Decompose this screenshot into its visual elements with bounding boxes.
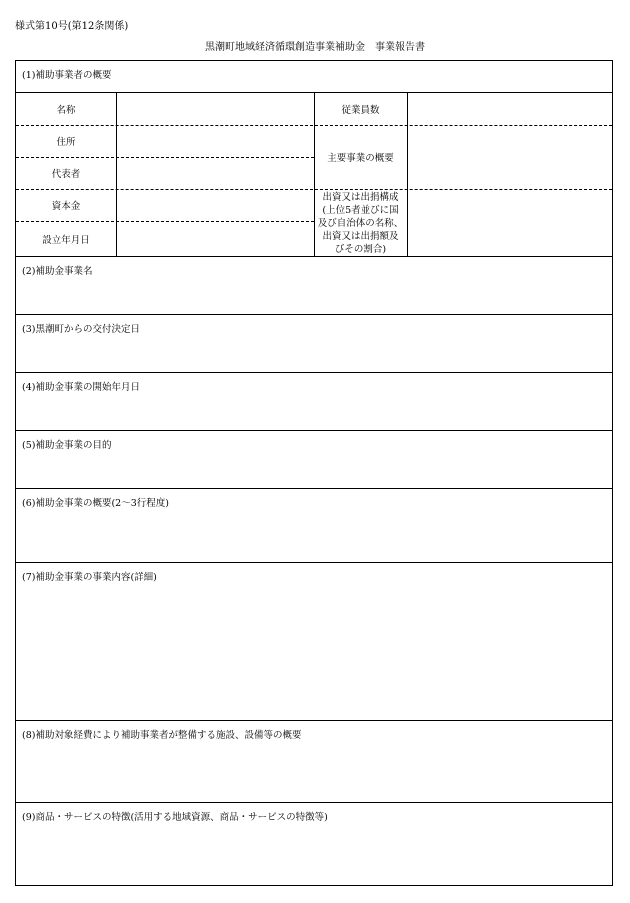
capital-label: 資本金 [51, 201, 81, 212]
section-purpose[interactable] [16, 431, 612, 489]
investment-label-line: 出資又は出捐構成 [322, 191, 399, 203]
overview-grid [16, 92, 612, 256]
name-value[interactable] [116, 93, 314, 125]
section-label: (7)補助金事業の事業内容(詳細) [22, 572, 157, 583]
section-applicant-overview [16, 61, 612, 257]
report-form [15, 60, 613, 886]
section-label: (3)黒潮町からの交付決定日 [22, 324, 140, 335]
name-label: 名称 [56, 105, 76, 116]
section-label: (8)補助対象経費により補助事業者が整備する施設、設備等の概要 [22, 730, 302, 741]
document-title: 黒潮町地域経済循環創造事業補助金 事業報告書 [205, 42, 425, 53]
main-business-label: 主要事業の概要 [327, 153, 394, 164]
form-number: 様式第10号(第12条関係) [15, 21, 129, 32]
address-label: 住所 [56, 137, 76, 148]
investment-value[interactable] [407, 189, 612, 257]
section-details[interactable] [16, 563, 612, 721]
section-label: (5)補助金事業の目的 [22, 440, 112, 451]
section-product-features[interactable] [16, 803, 612, 885]
section-label: (2)補助金事業名 [22, 266, 93, 277]
section-label: (1)補助事業者の概要 [22, 70, 112, 81]
employees-value[interactable] [407, 93, 612, 125]
capital-value[interactable] [116, 189, 314, 221]
investment-label-line: 出資又は出捐額及 [322, 230, 399, 242]
section-summary[interactable] [16, 489, 612, 563]
investment-label-line: (上位5者並びに国 [322, 204, 399, 216]
address-value[interactable] [116, 125, 314, 157]
employees-label: 従業員数 [341, 105, 380, 116]
section-label: (9)商品・サービスの特徴(活用する地域資源、商品・サービスの特徴等) [22, 812, 328, 823]
section-start-date[interactable] [16, 373, 612, 431]
investment-label-line: 及び自治体の名称、 [317, 217, 404, 229]
main-business-value[interactable] [407, 125, 612, 189]
established-label: 設立年月日 [42, 235, 90, 246]
section-project-name[interactable] [16, 257, 612, 315]
section-label: (4)補助金事業の開始年月日 [22, 382, 140, 393]
section-grant-decision-date[interactable] [16, 315, 612, 373]
investment-label-line: びその割合) [334, 243, 387, 255]
investment-label [314, 189, 407, 257]
section-facilities[interactable] [16, 721, 612, 803]
established-value[interactable] [116, 221, 314, 257]
representative-label: 代表者 [51, 169, 81, 180]
section-label: (6)補助金事業の概要(2～3行程度) [22, 498, 169, 509]
representative-value[interactable] [116, 157, 314, 189]
